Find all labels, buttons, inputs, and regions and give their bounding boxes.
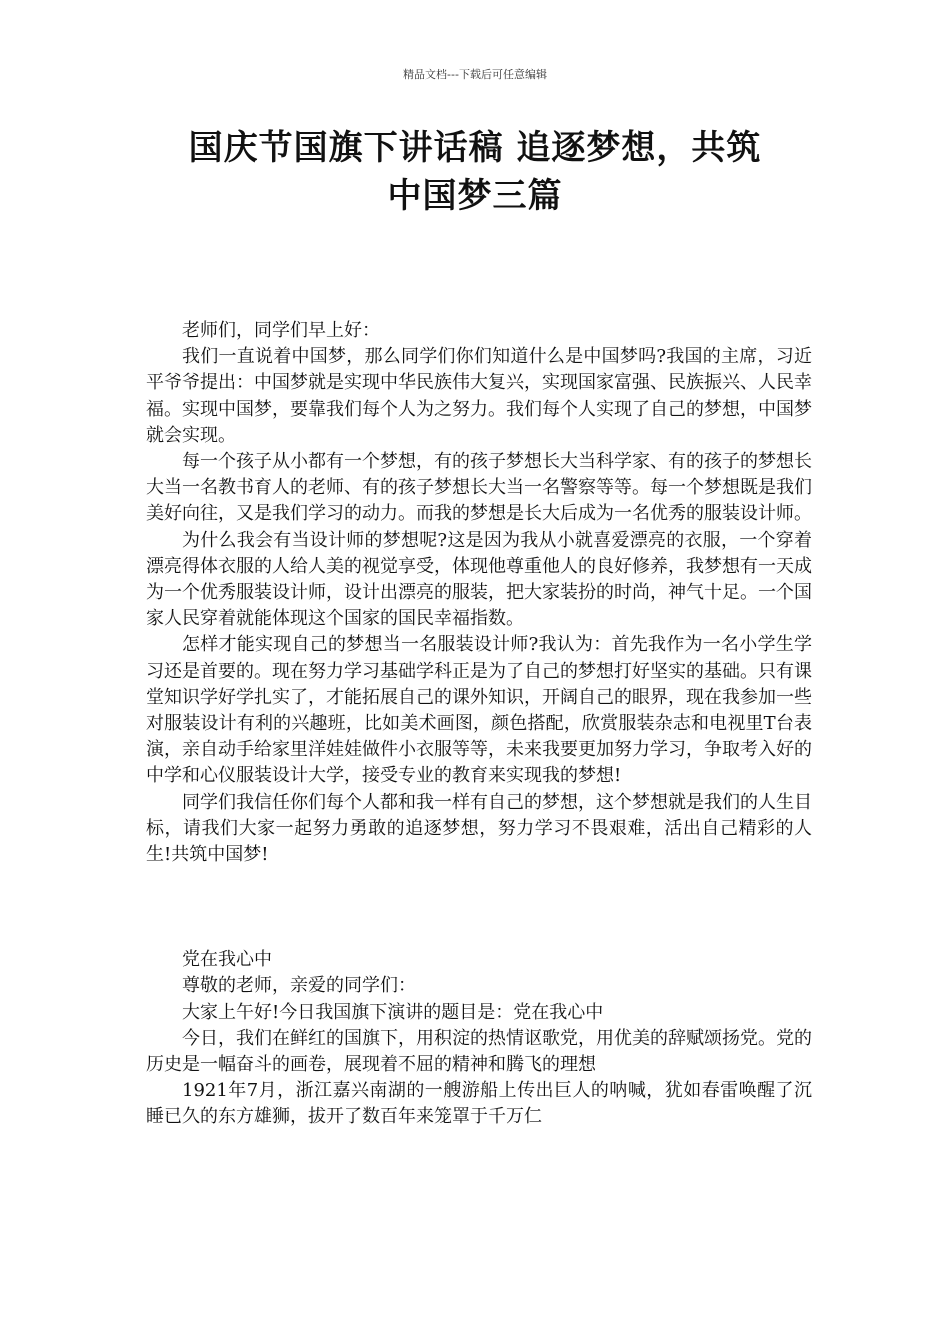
section-spacer [146, 868, 812, 947]
body-paragraph: 同学们我信任你们每个人都和我一样有自己的梦想，这个梦想就是我们的人生目标，请我们大家一起努力勇敢的追逐梦想，努力学习不畏艰难，活出自己精彩的人生!共筑中国梦! [146, 791, 812, 866]
body-paragraph: 大家上午好!今日我国旗下演讲的题目是：党在我心中 [182, 1001, 604, 1023]
salutation-paragraph: 尊敬的老师，亲爱的同学们： [182, 975, 416, 997]
body-paragraph: 1921年7月，浙江嘉兴南湖的一艘游船上传出巨人的呐喊，犹如春雷唤醒了沉睡已久的东方雄狮，拔开了数百年来笼罩于千万仁 [146, 1080, 812, 1128]
title-line-1: 国庆节国旗下讲话稿 追逐梦想，共筑 [188, 128, 762, 168]
title-line-2: 中国梦三篇 [387, 176, 563, 216]
document-body [146, 318, 812, 1131]
section-title: 党在我心中 [182, 949, 272, 971]
page-header-note: 精品文档---下载后可任意编辑 [403, 68, 547, 81]
document-title [120, 124, 830, 220]
body-paragraph: 每一个孩子从小都有一个梦想，有的孩子梦想长大当科学家、有的孩子的梦想长大当一名教书育人的老师、有的孩子梦想长大当一名警察等等。每一个梦想既是我们美好向往，又是我们学习的动力。而我的梦想是长大后成为一名优秀的服装设计师。 [146, 451, 812, 525]
body-paragraph: 我们一直说着中国梦，那么同学们你们知道什么是中国梦吗?我国的主席，习近平爷爷提出：中国梦就是实现中华民族伟大复兴，实现国家富强、民族振兴、人民幸福。实现中国梦，要靠我们每个人为之努力。我们每个人实现了自己的梦想，中国梦就会实现。 [146, 346, 812, 446]
greeting-paragraph: 老师们，同学们早上好： [182, 320, 380, 341]
body-paragraph: 怎样才能实现自己的梦想当一名服装设计师?我认为：首先我作为一名小学生学习还是首要的。现在努力学习基础学科正是为了自己的梦想打好坚实的基础。只有课堂知识学好学扎实了，才能拓展自己的课外知识，开阔自己的眼界，现在我参加一些对服装设计有利的兴趣班，比如美术画图，颜色搭配，欣赏服装杂志和电视里T台表演，亲自动手给家里洋娃娃做件小衣服等等，未来我要更加努力学习，争取考入好的中学和心仪服装设计大学，接受专业的教育来实现我的梦想! [146, 634, 812, 787]
body-paragraph: 今日，我们在鲜红的国旗下，用积淀的热情讴歌党，用优美的辞赋颂扬党。党的历史是一幅奋斗的画卷，展现着不屈的精神和腾飞的理想 [146, 1027, 812, 1076]
body-paragraph: 为什么我会有当设计师的梦想呢?这是因为我从小就喜爱漂亮的衣服，一个穿着漂亮得体衣服的人给人美的视觉享受，体现他尊重他人的良好修养，我梦想有一天成为一个优秀服装设计师，设计出漂亮的服装，把大家装扮的时尚，神气十足。一个国家人民穿着就能体现这个国家的国民幸福指数。 [146, 529, 812, 630]
